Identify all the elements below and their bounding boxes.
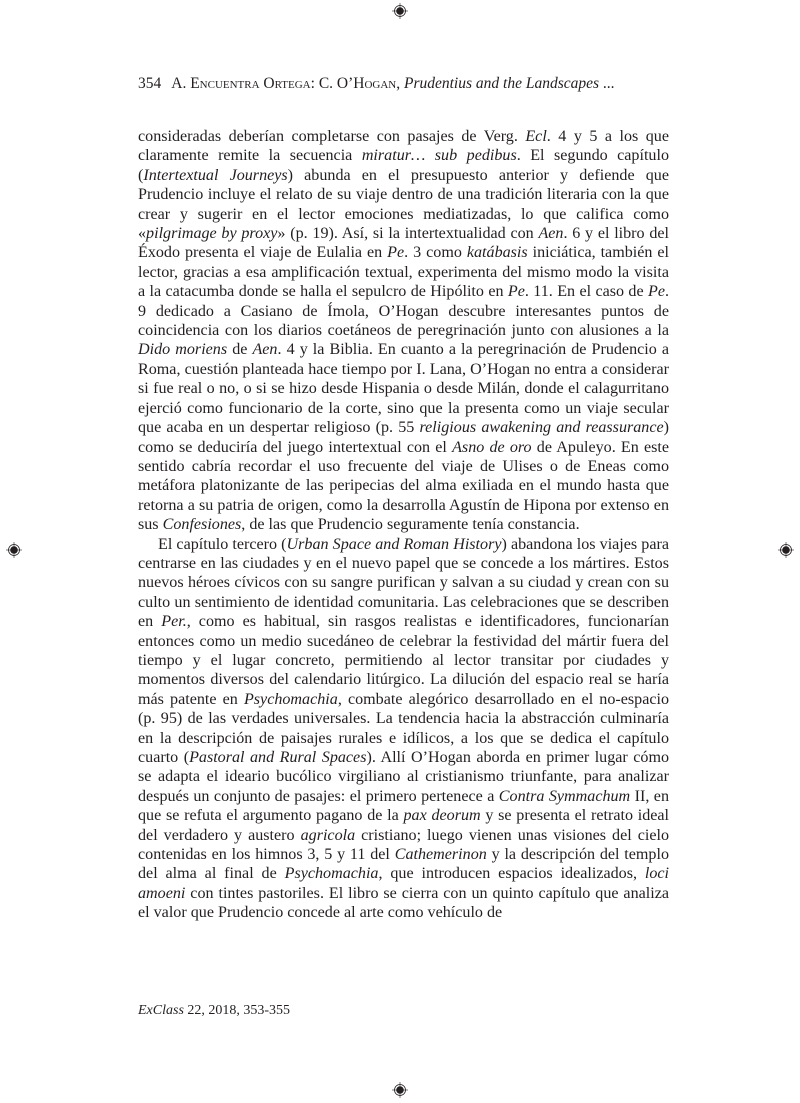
italic-term: pilgrimage by proxy	[146, 225, 278, 243]
italic-term: Intertextual Journeys	[143, 166, 288, 184]
italic-term: Contra Symmachum	[498, 787, 631, 805]
registration-mark-icon	[392, 1082, 408, 1098]
running-head	[138, 75, 678, 93]
italic-term: Aen	[538, 225, 564, 243]
registration-mark-icon	[778, 542, 794, 558]
journal-name: ExClass	[138, 1003, 184, 1018]
italic-term: katábasis	[466, 244, 528, 262]
italic-term: Cathemerinon	[394, 846, 487, 864]
book-author: C. O’Hogan	[318, 75, 397, 92]
page-number: 354	[138, 75, 162, 92]
review-author: A. Encuentra Ortega	[171, 75, 311, 92]
italic-term: agricola	[300, 826, 356, 844]
italic-term: miratur… sub pedibus	[361, 147, 517, 165]
comma: ,	[396, 75, 404, 92]
italic-term: Asno de oro	[452, 438, 532, 456]
italic-term: loci amoeni	[138, 865, 669, 902]
italic-term: Pe	[387, 244, 405, 262]
body-text	[138, 127, 669, 923]
italic-term: Pe	[507, 283, 525, 301]
italic-term: Pastoral and Rural Spaces	[189, 749, 367, 766]
book-title: Prudentius and the Landscapes	[403, 75, 600, 92]
paragraph-1: consideradas deberían completarse con pasajes de Verg. Ecl. 4 y 5 a los que claramente remite la secuencia miratur… sub pedibus. El segundo capítulo (Intertextual Journeys) abunda en el presupuesto anterior y defiende que Prudencio incluye el relato de su viaje dentro de una tradición literaria con la que crear y sugerir en el lector emociones mediatizadas, lo que califica como «pilgrimage by proxy» (p. 19). Así, si la intertextualidad con Aen. 6 y el libro del Éxodo presenta el viaje de Eulalia en Pe. 3 como katábasis iniciática, también el lector, gracias a esa amplificación textual, experimenta del mismo modo la visita a la catacumba donde se halla el sepulcro de Hipólito en Pe. 11. En el caso de Pe. 9 dedicado a Casiano de Ímola, O’Hogan descubre interesantes puntos de coincidencia con los diarios coetáneos de peregrinación junto con alusiones a la Dido moriens de Aen. 4 y la Biblia. En cuanto a la peregrinación de Prudencio a Roma, cuestión planteada hace tiempo por I. Lana, O’Hogan no entra a considerar si fue real o no, o si se hizo desde Hispania o desde Milán, donde el calagurritano ejerció como funcionario de la corte, sino que la presenta como un viaje secular que acaba en un despertar religioso (p. 55 religious awakening and reassurance) como se deduciría del juego intertextual con el Asno de oro de Apuleyo. En este sentido cabría recordar el uso frecuente del viaje de Ulises o de Eneas como metáfora platonizante de las peripecias del alma exiliada en el mundo hasta que retorna a su patria de origen, como la desarrolla Agustín de Hipona por extenso en sus Confesiones, de las que Prudencio seguramente tenía constancia.	[138, 128, 670, 534]
registration-mark-icon	[6, 542, 22, 558]
italic-term: Psychomachia	[284, 865, 379, 883]
italic-term: pax deorum	[403, 807, 481, 825]
paragraph-2: El capítulo tercero (Urban Space and Roman History) abandona los viajes para centrarse en las ciudades y en el nuevo papel que se concede a los mártires. Estos nuevos héroes cívicos con su sangre purifican y salvan a su ciudad y crean con su culto un sentimiento de identidad comunitaria. Las celebraciones que se describen en Per., como es habitual, sin rasgos realistas e identificadores, funcionarían entonces como un medio sucedáneo de celebrar la festividad del mártir fuera del tiempo y el lugar concreto, permitiendo al lector transitar por ciudades y momentos diversos del calendario litúrgico. La dilución del espacio real se haría más patente en Psychomachia, combate alegórico desarrollado en el no-espacio (p. 95) de las verdades universales. La tendencia hacia la abstracción culminaría en la descripción de paisajes rurales e idílicos, a los que se dedica el capítulo cuarto (Pastoral and Rural Spaces). Allí O’Hogan aborda en primer lugar cómo se adapta el ideario bucólico virgiliano al cristianismo triunfante, para analizar después un conjunto de pasajes: el primero pertenece a Contra Symmachum II, en que se refuta el argumento pagano de la pax deorum y se presenta el retrato ideal del verdadero y austero agricola cristiano; luego vienen unas visiones del cielo contenidas en los himnos 3, 5 y 11 del Cathemerinon y la descripción del templo del alma al final de Psychomachia, que introducen espacios idealizados, loci amoeni con tintes pastoriles. El libro se cierra con un quinto capítulo que analiza el valor que Prudencio concede al arte como vehículo de	[138, 535, 670, 922]
registration-mark-icon	[392, 3, 408, 19]
journal-footer	[138, 1003, 290, 1019]
italic-term: Per.	[161, 613, 187, 631]
italic-term: Dido moriens	[138, 341, 228, 359]
italic-term: Aen	[252, 341, 278, 359]
italic-term: Pe	[647, 283, 665, 301]
italic-term: Psychomachia	[243, 690, 338, 708]
italic-term: Confesiones	[162, 516, 242, 534]
ellipsis: ...	[599, 75, 615, 92]
italic-term: Ecl	[525, 128, 547, 145]
journal-citation: 22, 2018, 353-355	[183, 1003, 291, 1018]
italic-term: religious awakening and reassurance	[419, 419, 664, 437]
italic-term: Urban Space and Roman History	[286, 535, 502, 553]
separator: :	[310, 75, 319, 92]
